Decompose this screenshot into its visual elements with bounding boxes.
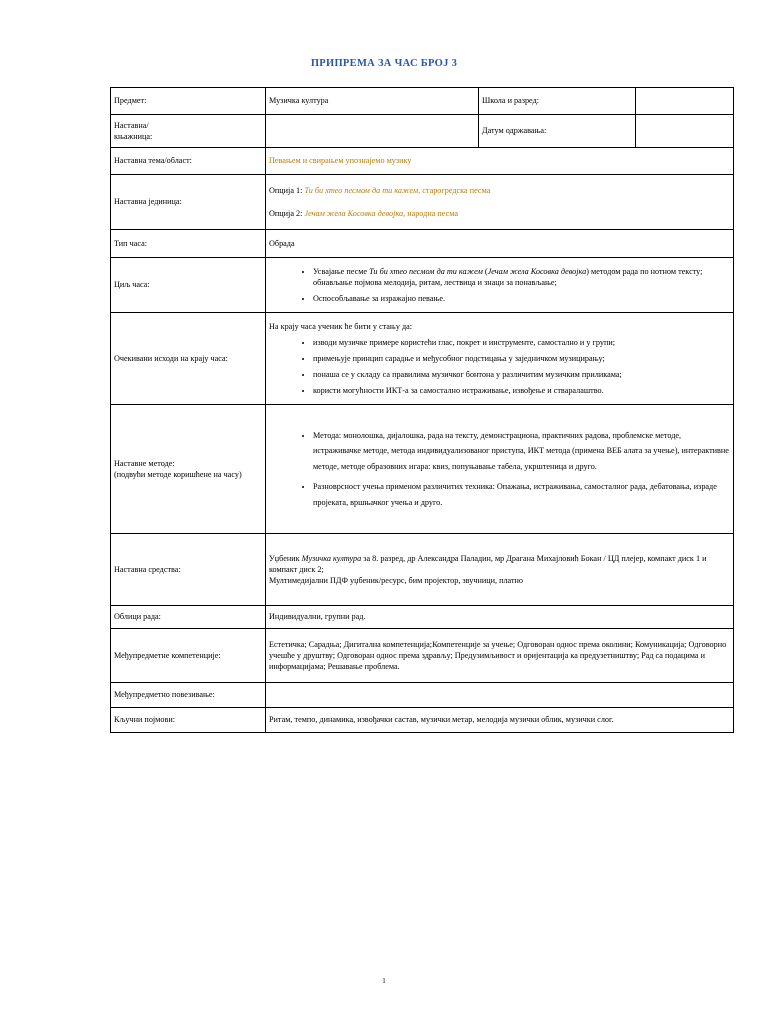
row-type <box>111 230 734 258</box>
row-outcomes <box>111 313 734 405</box>
outcomes-value <box>266 313 734 405</box>
outcome-item: • понаша се у складу са правилима музичког бонтона у различитим музичким приликама; <box>313 369 730 380</box>
outcome-item: • користи могућности ИКТ-а за самостално истраживање, извођење и стваралаштво. <box>313 385 730 396</box>
option-1-prefix: Опција 1: <box>269 185 305 195</box>
resources-label: Наставна средства: <box>111 534 266 606</box>
option-1-song-title: Ти би хтео песмом да ти кажем <box>304 185 419 195</box>
forms-value: Индивидуални, групни рад. <box>266 606 734 629</box>
option-2-suffix: , народна песма <box>403 209 458 218</box>
date-label: Датум одржавања: <box>479 115 636 148</box>
type-value: Обрада <box>266 230 734 258</box>
method-item: • Разноврсност учења применом различитих техника: Опажања, истраживања, самосталног рада, дебатовања, израде пројеката, вршњачког учења и друго. <box>313 479 730 510</box>
goal-1-song-1: Ти би хтео песмом да ти кажем <box>369 266 483 276</box>
goal-1-pre: Усвајање песме <box>313 266 370 276</box>
method-item: • Метода: монолошка, дијалошка, рада на тексту, демонстрациона, практичних радова, проблемске методе, истраживачке методе, метода индивидуализованог приступа, ИКТ метода (примена ВЕБ алата за учење), интерактивне методе, методе образовних игара: квиз, попуњавање табела, укрштеница и друго. <box>313 428 730 475</box>
subject-label: Предмет: <box>111 88 266 115</box>
outcomes-intro: На крају часа ученик ће бити у стању да: <box>269 321 413 331</box>
unit-value <box>266 115 479 148</box>
goal-value <box>266 258 734 313</box>
competences-label: Међупредметне компетенције: <box>111 629 266 683</box>
row-topic <box>111 148 734 175</box>
row-competences <box>111 629 734 683</box>
methods-label-line2: (подвући методе коришћене на часу) <box>114 470 242 479</box>
unit-label-line1: Наставна/ <box>114 120 149 130</box>
resources-post: за 8. разред, др Александра Паладин, мр Драгана Михајловић Бокан / ЦД плејер, компакт диск 1 и компакт диск 2; <box>269 553 707 574</box>
goal-label: Циљ часа: <box>111 258 266 313</box>
row-goal <box>111 258 734 313</box>
type-label: Тип часа: <box>111 230 266 258</box>
page-number: 1 <box>382 977 386 985</box>
resources-line-1 <box>269 553 730 575</box>
methods-label <box>111 405 266 534</box>
resources-line-2: Мултимедијални ПДФ уџбеник/ресурс, бим пројектор, звучници, платно <box>269 576 524 586</box>
goal-1-song-2: Јечам жела Косовка девојка <box>487 266 587 276</box>
topic-value: Певањем и свирањем упознајемо музику <box>266 148 734 175</box>
lesson-label: Наставна јединица: <box>111 175 266 230</box>
subject-value: Музичка култура <box>266 88 479 115</box>
row-correlation <box>111 683 734 708</box>
outcomes-list <box>269 337 730 396</box>
resources-value <box>266 534 734 606</box>
unit-label-line2: књажница: <box>114 132 153 141</box>
lesson-option-2 <box>269 208 730 219</box>
outcome-item: • изводи музичке примере користећи глас, покрет и инструменте, самостално и у групи; <box>313 337 730 348</box>
school-grade-value <box>636 88 734 115</box>
page-title: ПРИПРЕМА ЗА ЧАС БРОЈ 3 <box>310 58 458 69</box>
goal-item <box>313 266 730 288</box>
keywords-label: Кључни појмови: <box>111 708 266 733</box>
lesson-plan-table <box>110 87 734 733</box>
goal-1-post: ) методом рада по нотном тексту; обнављање појмова мелодија, ритам, лествица и знаци за понављање; <box>313 266 703 287</box>
row-methods <box>111 405 734 534</box>
methods-label-line1: Наставне методе: <box>114 458 175 468</box>
school-grade-label: Школа и разред: <box>479 88 636 115</box>
row-resources <box>111 534 734 606</box>
resources-pre: Уџбеник <box>269 553 302 563</box>
goal-item: • Оспособљавање за изражајно певање. <box>313 293 730 304</box>
methods-list <box>269 428 730 511</box>
row-subject <box>111 88 734 115</box>
lesson-option-1 <box>269 185 730 196</box>
topic-label: Наставна тема/област: <box>111 148 266 175</box>
row-forms <box>111 606 734 629</box>
competences-value: Естетичка; Сарадња; Дигитална компетенција;Компетенције за учење; Одговоран однос према околини; Комуникација; Одговорно учешће у друштву; Одговоран однос према здрављу; Предузимљивост и оријентација ка предузетништву; Рад са подацима и информацијама; Решавање проблема. <box>266 629 734 683</box>
goal-1-mid: ( <box>482 266 488 276</box>
correlation-label: Међупредметно повезивање: <box>111 683 266 708</box>
goal-list <box>269 266 730 304</box>
row-lesson <box>111 175 734 230</box>
correlation-value <box>266 683 734 708</box>
option-2-song-title: Јечам жела Косовка девојка <box>304 209 404 218</box>
outcomes-label: Очекивани исходи на крају часа: <box>111 313 266 405</box>
row-keywords <box>111 708 734 733</box>
outcome-item: • примењује принцип сарадње и међусобног подстицања у заједничком музицирању; <box>313 353 730 364</box>
lesson-value <box>266 175 734 230</box>
row-unit <box>111 115 734 148</box>
forms-label: Облици рада: <box>111 606 266 629</box>
option-1-suffix: , старогредска песма <box>418 185 491 195</box>
unit-label <box>111 115 266 148</box>
resources-book-title: Музичка култура <box>301 553 362 563</box>
methods-value <box>266 405 734 534</box>
option-2-prefix: Опција 2: <box>269 209 305 218</box>
keywords-value: Ритам, темпо, динамика, извођачки састав, музички метар, мелодија музички облик, музички слог. <box>266 708 734 733</box>
date-value <box>636 115 734 148</box>
